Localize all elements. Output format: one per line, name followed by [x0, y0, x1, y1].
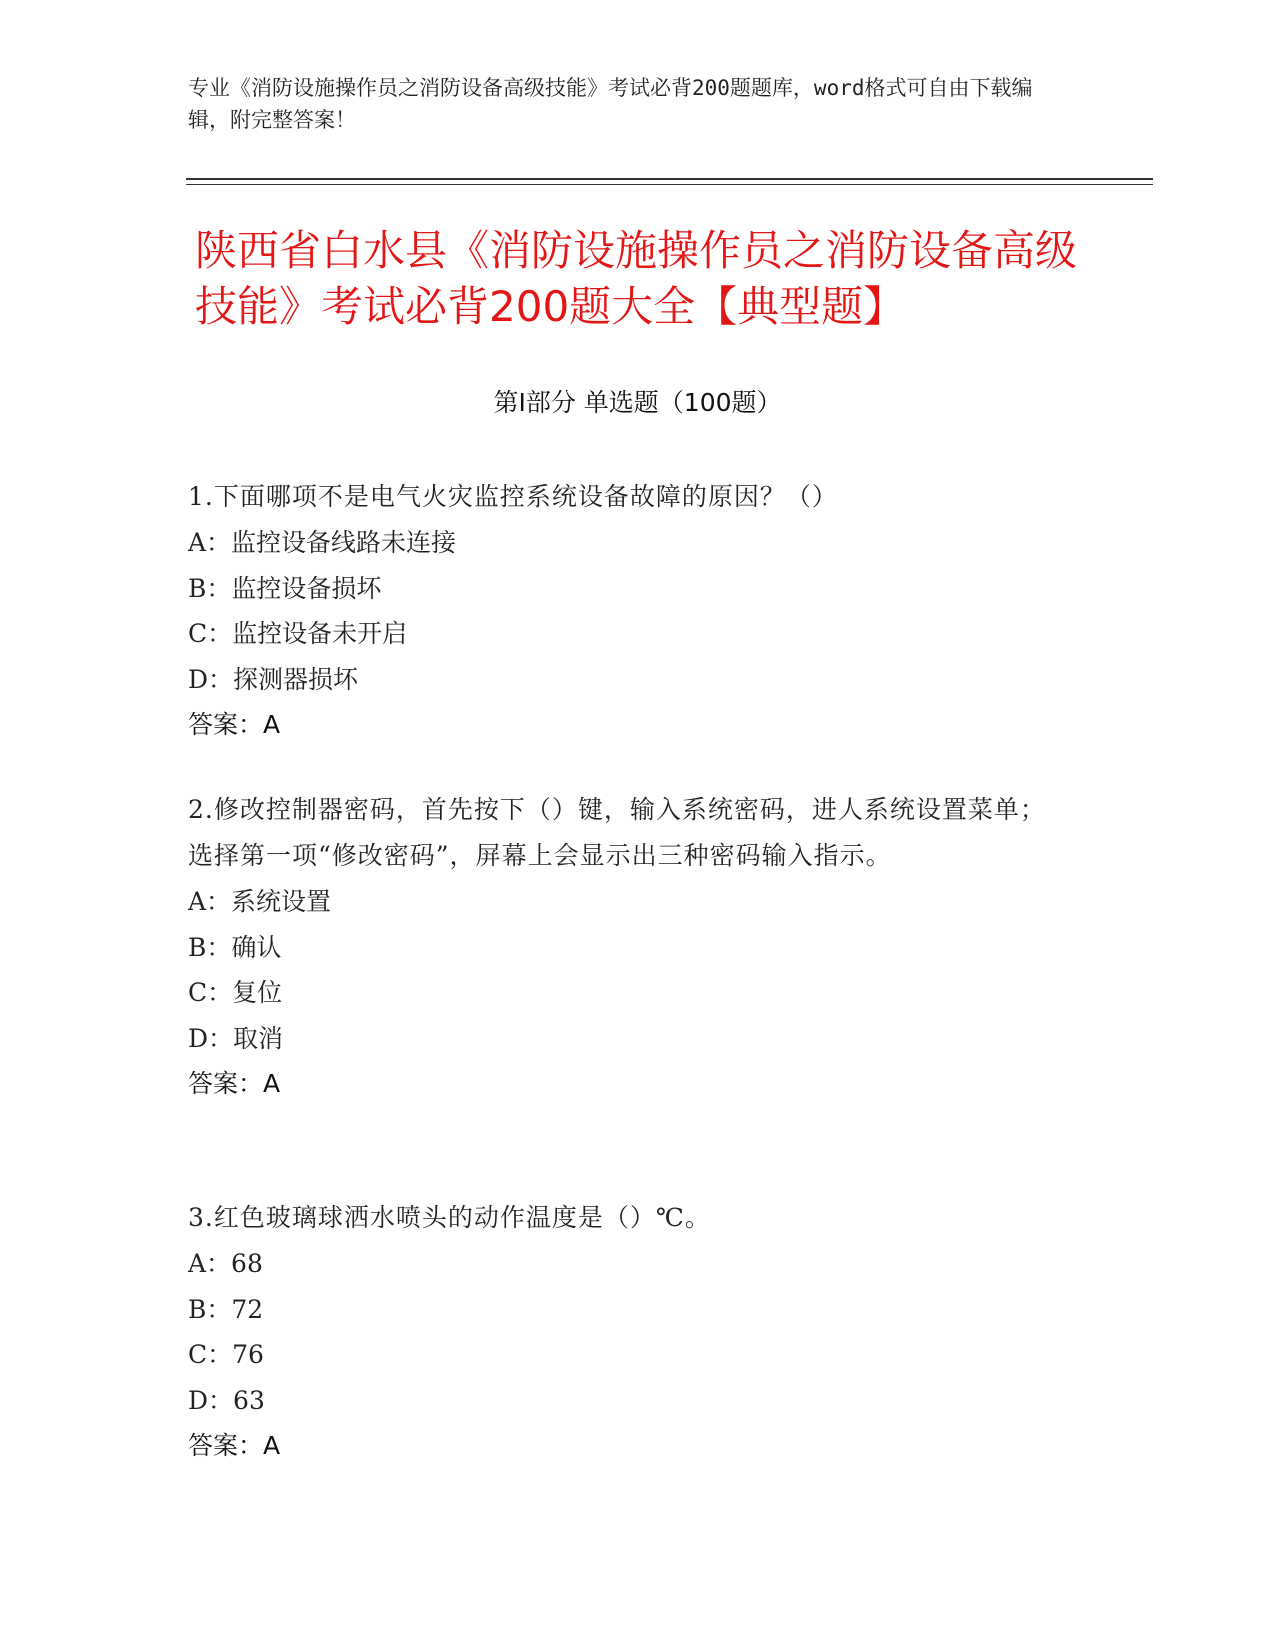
- option-d: D：63: [188, 1385, 265, 1415]
- document-title: 陕西省白水县《消防设施操作员之消防设备高级技能》考试必背200题大全【典型题】: [195, 226, 1078, 331]
- option-b: B：72: [188, 1294, 264, 1324]
- option-d: D：探测器损坏: [188, 664, 359, 694]
- option-a: A：68: [188, 1249, 263, 1278]
- answer: 答案：A: [188, 1431, 281, 1460]
- option-a: A：监控设备线路未连接: [188, 528, 457, 557]
- option-a: A：系统设置: [188, 887, 332, 916]
- question-2: [188, 787, 1068, 1107]
- question-stem: 1.下面哪项不是电气火灾监控系统设备故障的原因？（）: [188, 482, 838, 511]
- question-1: [188, 474, 1068, 748]
- option-d: D：取消: [188, 1023, 284, 1053]
- option-c: C：复位: [188, 978, 283, 1007]
- header-divider-thick: [186, 178, 1153, 180]
- question-stem: 2.修改控制器密码，首先按下（）键，输入系统密码，进人系统设置菜单；选择第一项“修改密码”，屏幕上会显示出三种密码输入指示。: [188, 795, 1046, 870]
- answer: 答案：A: [188, 1069, 281, 1098]
- option-b: B：确认: [188, 932, 282, 962]
- option-c: C：监控设备未开启: [188, 619, 408, 648]
- option-b: B：监控设备损坏: [188, 573, 382, 603]
- section-title: 第I部分 单选题（100题）: [493, 388, 782, 417]
- question-stem: 3.红色玻璃球洒水喷头的动作温度是（）℃。: [188, 1203, 711, 1232]
- option-c: C：76: [188, 1340, 264, 1369]
- answer: 答案：A: [188, 710, 281, 739]
- header-note: 专业《消防设施操作员之消防设备高级技能》考试必背200题题库，word格式可自由下载编辑，附完整答案！: [188, 76, 1033, 132]
- header-divider-thin: [186, 184, 1153, 185]
- question-3: [188, 1195, 1068, 1469]
